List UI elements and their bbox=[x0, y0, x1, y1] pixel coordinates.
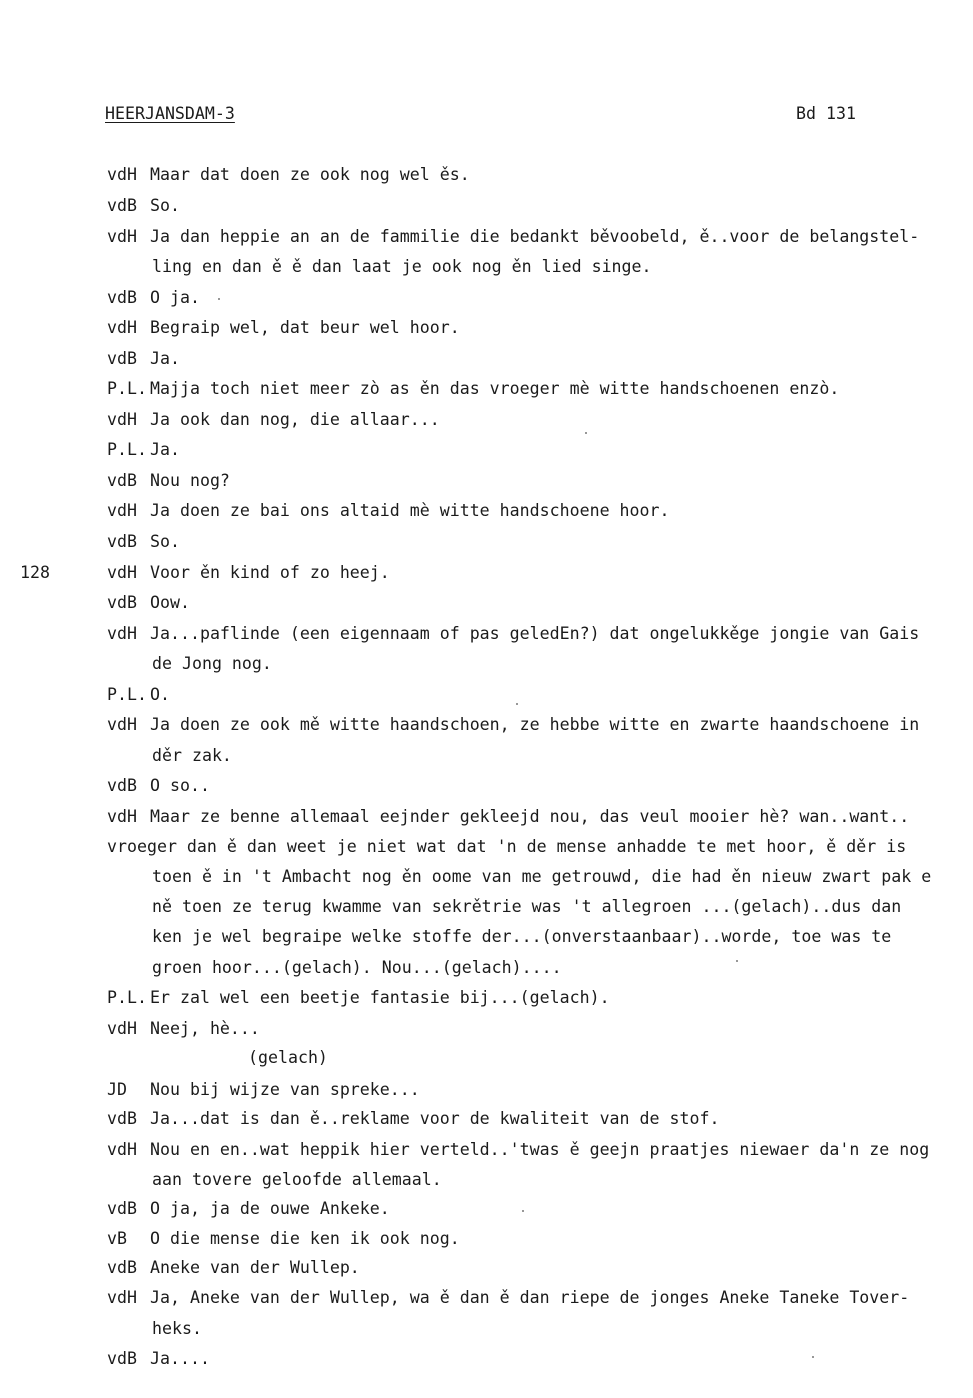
paper-speck bbox=[522, 1210, 524, 1212]
speaker-label: vdB bbox=[107, 288, 137, 307]
speaker-label: vdB bbox=[107, 1349, 137, 1368]
transcript-line bbox=[0, 1318, 973, 1340]
speaker-label: vdH bbox=[107, 563, 137, 582]
paper-speck bbox=[585, 432, 587, 434]
transcript-line bbox=[0, 317, 973, 339]
speaker-label: vdH bbox=[107, 318, 137, 337]
line-text: ken je wel begraipe welke stoffe der...(onverstaanbaar)..worde, toe was te bbox=[152, 927, 892, 946]
transcript-line bbox=[0, 684, 973, 706]
speaker-label: vdH bbox=[107, 1140, 137, 1159]
line-text: Ja doen ze ook mě witte haandschoen, ze hebbe witte en zwarte haandschoene in bbox=[150, 715, 920, 734]
speaker-label: vdH bbox=[107, 227, 137, 246]
line-text: Nou bij wijze van spreke... bbox=[150, 1080, 420, 1099]
transcript-line bbox=[0, 500, 973, 522]
transcript-line bbox=[0, 745, 973, 767]
transcript-line bbox=[0, 226, 973, 248]
line-text: Ja. bbox=[150, 440, 180, 459]
transcript-line bbox=[0, 1047, 973, 1069]
speaker-label: vdH bbox=[107, 1019, 137, 1038]
line-text: (gelach) bbox=[248, 1048, 328, 1067]
transcript-line bbox=[0, 1139, 973, 1161]
page-reference: Bd 131 bbox=[796, 104, 856, 123]
speaker-label: vdB bbox=[107, 349, 137, 368]
transcript-line bbox=[0, 926, 973, 948]
transcript-line bbox=[0, 287, 973, 309]
line-text: Nou en en..wat heppik hier verteld..'twas ě geejn praatjes niewaer da'n ze nog bbox=[150, 1140, 930, 1159]
paper-speck bbox=[218, 298, 220, 300]
line-text: O so.. bbox=[150, 776, 210, 795]
transcript-line bbox=[0, 866, 973, 888]
transcript-line bbox=[0, 653, 973, 675]
transcript-line bbox=[0, 531, 973, 553]
transcript-line bbox=[0, 1348, 973, 1370]
transcript-line bbox=[0, 256, 973, 278]
speaker-label: vdB bbox=[107, 593, 137, 612]
speaker-label: vdB bbox=[107, 196, 137, 215]
transcript-line bbox=[0, 409, 973, 431]
speaker-label: vdH bbox=[107, 501, 137, 520]
line-text: Oow. bbox=[150, 593, 190, 612]
transcript-line bbox=[0, 714, 973, 736]
line-text: Maar dat doen ze ook nog wel ěs. bbox=[150, 165, 470, 184]
speaker-label: vdH bbox=[107, 807, 137, 826]
transcript-line bbox=[0, 562, 973, 584]
speaker-label: vdB bbox=[107, 1199, 137, 1218]
line-text: Er zal wel een beetje fantasie bij...(gelach). bbox=[150, 988, 610, 1007]
speaker-label: vdB bbox=[107, 532, 137, 551]
speaker-label: P.L. bbox=[107, 988, 147, 1007]
line-text: Ja.... bbox=[150, 1349, 210, 1368]
speaker-label: vdH bbox=[107, 624, 137, 643]
transcript-line bbox=[0, 164, 973, 186]
transcript-line bbox=[0, 1079, 973, 1101]
speaker-label: vdB bbox=[107, 1109, 137, 1128]
speaker-label: vdB bbox=[107, 471, 137, 490]
line-text: Maar ze benne allemaal eejnder gekleejd nou, das veul mooier hè? wan..want.. bbox=[150, 807, 910, 826]
transcript-line bbox=[0, 348, 973, 370]
speaker-label: vdH bbox=[107, 715, 137, 734]
transcript-line bbox=[0, 957, 973, 979]
transcript-line bbox=[0, 378, 973, 400]
transcript-line bbox=[0, 439, 973, 461]
transcript-line bbox=[0, 1198, 973, 1220]
line-text: Ja, Aneke van der Wullep, wa ě dan ě dan riepe de jonges Aneke Taneke Tover- bbox=[150, 1288, 910, 1307]
line-text: O ja. bbox=[150, 288, 200, 307]
speaker-label: vdH bbox=[107, 165, 137, 184]
transcript-line bbox=[0, 1018, 973, 1040]
transcript-line bbox=[0, 470, 973, 492]
line-text: groen hoor...(gelach). Nou...(gelach).... bbox=[152, 958, 562, 977]
speaker-label: vdB bbox=[107, 1258, 137, 1277]
margin-line-number: 128 bbox=[20, 563, 50, 582]
line-text: toen ě in 't Ambacht nog ěn oome van me getrouwd, die had ěn nieuw zwart pak e bbox=[152, 867, 932, 886]
transcript-line bbox=[0, 806, 973, 828]
line-text: Aneke van der Wullep. bbox=[150, 1258, 360, 1277]
speaker-label: P.L. bbox=[107, 379, 147, 398]
speaker-label: P.L. bbox=[107, 440, 147, 459]
paper-speck bbox=[736, 960, 738, 962]
speaker-label: P.L. bbox=[107, 685, 147, 704]
paper-speck bbox=[516, 703, 518, 705]
speaker-label: vdH bbox=[107, 1288, 137, 1307]
transcript-line bbox=[0, 775, 973, 797]
speaker-label: vB bbox=[107, 1229, 127, 1248]
speaker-label: JD bbox=[107, 1080, 127, 1099]
line-text: O. bbox=[150, 685, 170, 704]
transcript-line bbox=[0, 195, 973, 217]
line-text: ně toen ze terug kwamme van sekrětrie was 't allegroen ...(gelach)..dus dan bbox=[152, 897, 902, 916]
line-text: Ja dan heppie an an de fammilie die bedankt běvoobeld, ě..voor de belangstel- bbox=[150, 227, 920, 246]
line-text: děr zak. bbox=[152, 746, 232, 765]
paper-speck bbox=[812, 1356, 814, 1358]
line-text: heks. bbox=[152, 1319, 202, 1338]
line-text: ling en dan ě ě dan laat je ook nog ěn lied singe. bbox=[152, 257, 652, 276]
transcript-line bbox=[0, 836, 973, 858]
speaker-label: vdB bbox=[107, 776, 137, 795]
speaker-label: vdH bbox=[107, 410, 137, 429]
line-text: Ja ook dan nog, die allaar... bbox=[150, 410, 440, 429]
transcript-line bbox=[0, 1228, 973, 1250]
line-text: Voor ěn kind of zo heej. bbox=[150, 563, 390, 582]
transcript-line bbox=[0, 896, 973, 918]
transcript-line bbox=[0, 1287, 973, 1309]
transcript-line bbox=[0, 592, 973, 614]
line-text: Ja...paflinde (een eigennaam of pas geledEn?) dat ongelukkěge jongie van Gais bbox=[150, 624, 920, 643]
line-text: O die mense die ken ik ook nog. bbox=[150, 1229, 460, 1248]
transcript-line bbox=[0, 987, 973, 1009]
line-text: So. bbox=[150, 196, 180, 215]
line-text: de Jong nog. bbox=[152, 654, 272, 673]
transcript-line bbox=[0, 1257, 973, 1279]
line-text: Nou nog? bbox=[150, 471, 230, 490]
transcript-line bbox=[0, 1108, 973, 1130]
line-text: Neej, hè... bbox=[150, 1019, 260, 1038]
line-text: aan tovere geloofde allemaal. bbox=[152, 1170, 442, 1189]
line-text: Ja doen ze bai ons altaid mè witte handschoene hoor. bbox=[150, 501, 670, 520]
line-text: So. bbox=[150, 532, 180, 551]
line-text: Ja. bbox=[150, 349, 180, 368]
document-title: HEERJANSDAM-3 bbox=[105, 104, 235, 123]
line-text: vroeger dan ě dan weet je niet wat dat 'n de mense anhadde te met hoor, ě děr is bbox=[107, 837, 907, 856]
line-text: Majja toch niet meer zò as ěn das vroeger mè witte handschoenen enzò. bbox=[150, 379, 840, 398]
transcript-line bbox=[0, 1169, 973, 1191]
line-text: Ja...dat is dan ě..reklame voor de kwaliteit van de stof. bbox=[150, 1109, 720, 1128]
transcript-line bbox=[0, 623, 973, 645]
line-text: O ja, ja de ouwe Ankeke. bbox=[150, 1199, 390, 1218]
line-text: Begraip wel, dat beur wel hoor. bbox=[150, 318, 460, 337]
